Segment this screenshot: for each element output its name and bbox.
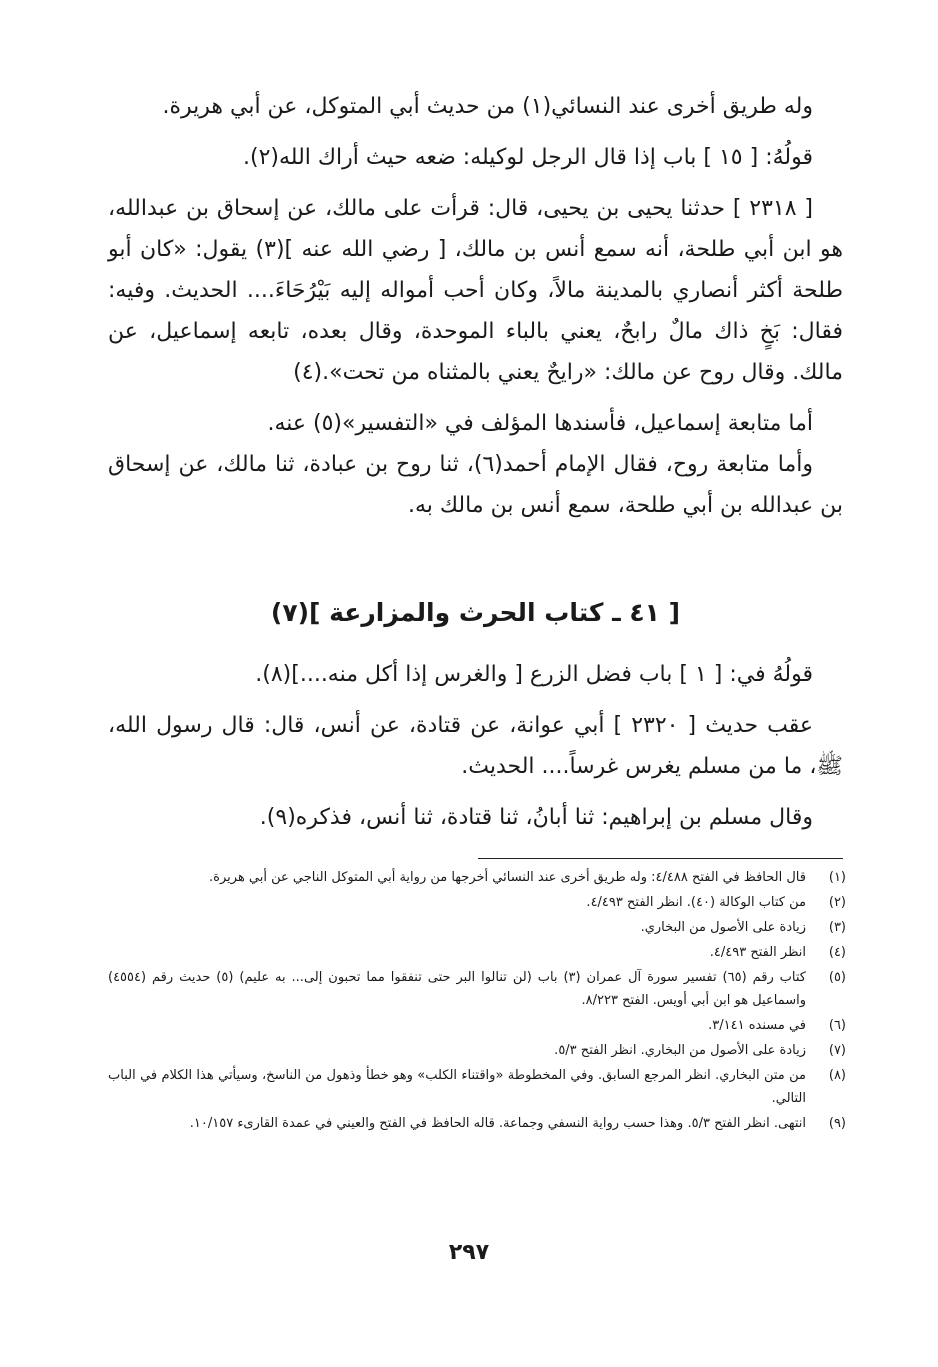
- footnote-number: (٥): [828, 970, 846, 985]
- page-number: ٢٩٧: [448, 1240, 490, 1265]
- footnote-number: (١): [828, 870, 846, 885]
- paragraph: عقب حديث [ ٢٣٢٠ ] أبي عوانة، عن قتادة، عن أنس، قال: قال رسول الله، ﷺ، ما من مسلم يغرس غرساً.... الحديث.: [108, 713, 843, 779]
- footnote-number: (٣): [828, 920, 846, 935]
- footnote-number: (٢): [828, 895, 846, 910]
- footnote-text: زيادة على الأصول من البخاري.: [640, 920, 806, 935]
- footnote: [108, 1064, 846, 1110]
- footnote-number: (٨): [828, 1068, 846, 1083]
- paragraph: أما متابعة إسماعيل، فأسندها المؤلف في «التفسير»(٥) عنه.: [267, 411, 813, 436]
- footnote: [108, 866, 846, 889]
- footnote-text: انتهى. انظر الفتح ٥/٣. وهذا حسب رواية النسفي وجماعة. قاله الحافظ في الفتح والعيني في عمدة القارىء ١٠/١٥٧.: [189, 1116, 806, 1131]
- paragraph: [ ٢٣١٨ ] حدثنا يحيى بن يحيى، قال: قرأت على مالك، عن إسحاق بن عبدالله، هو ابن أبي طلحة، أنه سمع أنس بن مالك، [ رضي الله عنه ](٣) يقول: «كان أبو طلحة أكثر أنصاري بالمدينة مالاً، وكان أحب أمواله إليه بَيْرُحَاءَ.... الحديث. وفيه: فقال: بَخٍ ذاك مالٌ رابحٌ، يعني بالباء الموحدة، وقال بعده، تابعه إسماعيل، عن مالك. وقال روح عن مالك: «رايحٌ يعني بالمثناه من تحت».(٤): [108, 196, 843, 385]
- footnote: [108, 1112, 846, 1135]
- paragraph: قولُهُ: [ ١٥ ] باب إذا قال الرجل لوكيله: ضعه حيث أراك الله(٢).: [243, 145, 813, 170]
- footnote-number: (٤): [828, 945, 846, 960]
- footnote: [108, 1039, 846, 1062]
- footnote-text: من كتاب الوكالة (٤٠). انظر الفتح ٤/٤٩٣.: [586, 895, 806, 910]
- footnote-number: (٧): [828, 1043, 846, 1058]
- footnote-text: كتاب رقم (٦٥) تفسير سورة آل عمران (٣) باب (لن تنالوا البر حتى تنفقوا مما تحبون إلى... به عليم) (٥) حديث رقم (٤٥٥٤) واسماعيل هو ابن أبي أويس. الفتح ٨/٢٢٣.: [108, 970, 806, 1008]
- footnote: [108, 1014, 846, 1037]
- paragraph: وله طريق أخرى عند النسائي(١) من حديث أبي المتوكل، عن أبي هريرة.: [162, 94, 813, 119]
- footnote-text: زيادة على الأصول من البخاري. انظر الفتح ٥/٣.: [554, 1043, 806, 1058]
- main-text-2: [108, 654, 843, 838]
- footnote: [108, 941, 846, 964]
- footnote-text: من متن البخاري. انظر المرجع السابق. وفي المخطوطة «واقتناء الكلب» وهو خطأ وذهول من الناسخ، وسيأتي هذا الكلام في الباب التالي.: [108, 1068, 806, 1106]
- main-text: [108, 86, 843, 526]
- footnote: [108, 916, 846, 939]
- footnotes: [108, 866, 846, 1137]
- footnote-text: قال الحافظ في الفتح ٤/٤٨٨: وله طريق أخرى عند النسائي أخرجها من رواية أبي المتوكل الناجي عن أبي هريرة.: [209, 870, 806, 885]
- footnote: [108, 966, 846, 1012]
- paragraph: وأما متابعة روح، فقال الإمام أحمد(٦)، ثنا روح بن عبادة، ثنا مالك، عن إسحاق بن عبدالله بن أبي طلحة، سمع أنس بن مالك به.: [108, 452, 843, 518]
- footnote-text: في مسنده ٣/١٤١.: [708, 1018, 806, 1033]
- footnote: [108, 891, 846, 914]
- chapter-title: [ ٤١ ـ كتاب الحرث والمزارعة ](٧): [270, 598, 681, 627]
- paragraph: وقال مسلم بن إبراهيم: ثنا أبانُ، ثنا قتادة، ثنا أنس، فذكره(٩).: [259, 805, 813, 830]
- footnote-number: (٦): [828, 1018, 846, 1033]
- footnote-separator: [478, 858, 843, 859]
- footnote-number: (٩): [828, 1116, 846, 1131]
- paragraph: قولُهُ في: [ ١ ] باب فضل الزرع [ والغرس إذا أكل منه....](٨).: [255, 662, 813, 687]
- footnote-text: انظر الفتح ٤/٤٩٣.: [709, 945, 806, 960]
